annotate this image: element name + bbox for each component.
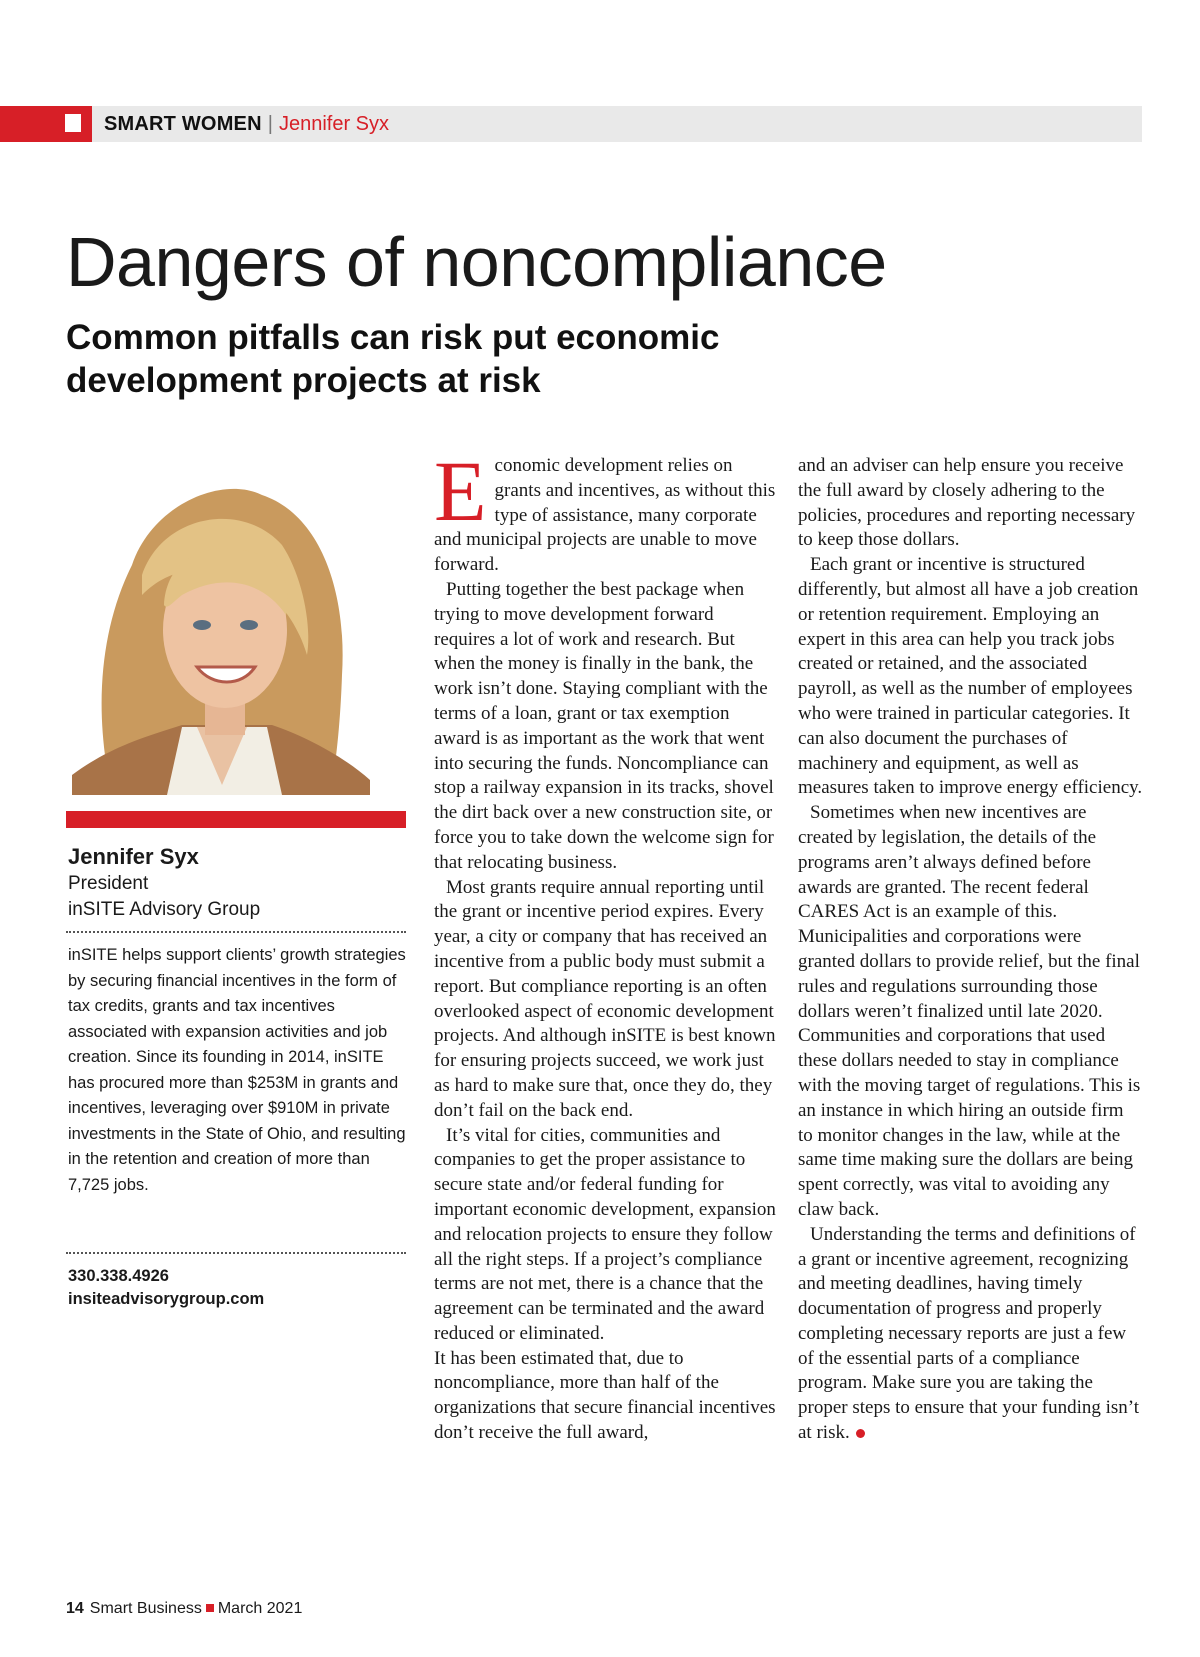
article-paragraph: It’s vital for cities, communities and companies to get the proper assistance to secure state and/or federal funding for important economic development, expansion and relocation projects to ensure they follow all the right steps. If a project’s compliance terms are not met, there is a chance that the agreement can be terminated and the award reduced or eliminated. [434,1124,776,1344]
photo-rule [66,811,406,828]
contact-website: insiteadvisorygroup.com [68,1290,265,1308]
article-paragraph: Each grant or incentive is structured differently, but almost all have a job creation or retention requirement. Employing an expert in this area can help you track jobs created or retained, and the associated payroll, as well as the number of employees who were trained in particular categories. It can also document the purchases of machinery and equipment, as well as measures taken to improve energy efficiency. [798,554,1143,799]
author-title: President [68,873,149,894]
page-number: 14 [66,1600,84,1617]
contact-phone: 330.338.4926 [68,1267,169,1285]
issue-date: March 2021 [217,1600,303,1617]
divider [66,1252,406,1254]
end-mark-icon [856,1429,865,1438]
article-paragraph: Putting together the best package when trying to move development forward requires a lot of work and research. But when the money is finally in the bank, the work isn’t done. Staying compliant with the terms of a loan, grant or tax exemption award is as important as the work that went into securing the funds. Noncompliance can stop a railway expansion in its tracks, shovel the dirt back over a new construction site, or force you to take down the welcome sign for that relocating business. [434,578,774,873]
author-name: Jennifer Syx [68,844,199,869]
article-paragraph-continued: and an adviser can help ensure you receive the full award by closely adhering to the policies, procedures and reporting necessary to keep those dollars. [798,455,1136,551]
author-organization: inSITE Advisory Group [68,899,261,920]
article-paragraph: Economic development relies on grants and incentives, as without this type of assistance, many corporate and municipal projects are unable to move forward. [434,443,776,576]
section-author: Jennifer Syx [278,113,390,135]
article-paragraph: Most grants require annual reporting until the grant or incentive period expires. Every year, a city or company that has received an incentive from a public body must submit a report. But compliance reporting is an often overlooked aspect of economic development projects. And although inSITE is best known for ensuring projects succeed, we work just as hard to make sure that, once they do, they don’t fail on the back end. [434,876,776,1121]
publication-name: Smart Business [89,1600,202,1617]
article-paragraph: Sometimes when new incentives are created by legislation, the details of the programs aren’t always defined before awards are granted. The recent federal CARES Act is an example of this. Municipalities and corporations were granted dollars to provide relief, but the final rules and regulations surrounding those dollars weren’t finalized until late 2020. Communities and corporations that used these dollars needed to stay in compliance with the moving target of regulations. This is an instance in which hiring an outside firm to monitor changes in the law, while at the same time making sure the dollars are being spent correctly, was vital to avoiding any claw back. [798,802,1141,1220]
page-footer [66,1598,302,1620]
article-column-1 [434,443,779,1446]
square-icon [65,114,81,132]
section-name: SMART WOMEN [104,113,262,135]
section-label [104,111,389,137]
square-icon [206,1604,214,1612]
article-paragraph: Understanding the terms and definitions of a grant or incentive agreement, recognizing and meeting deadlines, having timely documentation of progress and properly completing necessary reports are just a few of the essential parts of a compliance program. Make sure you are taking the proper steps to ensure that your funding isn’t at risk. [798,1223,1140,1444]
drop-cap: E [434,443,487,539]
article-paragraph: It has been estimated that, due to noncompliance, more than half of the organizations that secure financial incentives don’t receive the full award, [434,1347,776,1444]
subheadline: Common pitfalls can risk put economic development projects at risk [66,318,720,400]
author-bio: inSITE helps support clients’ growth strategies by securing financial incentives in the form of tax credits, grants and tax incentives associated with expansion activities and job creation. Since its founding in 2014, inSITE has procured more than $253M in grants and incentives, leveraging over $910M in private investments in the State of Ohio, and resulting in the retention and creation of more than 7,725 jobs. [68,946,406,1194]
divider [66,931,406,933]
headline: Dangers of noncompliance [66,223,887,301]
section-separator: | [267,113,273,135]
article-column-2 [798,454,1143,1446]
author-photo [72,455,370,795]
